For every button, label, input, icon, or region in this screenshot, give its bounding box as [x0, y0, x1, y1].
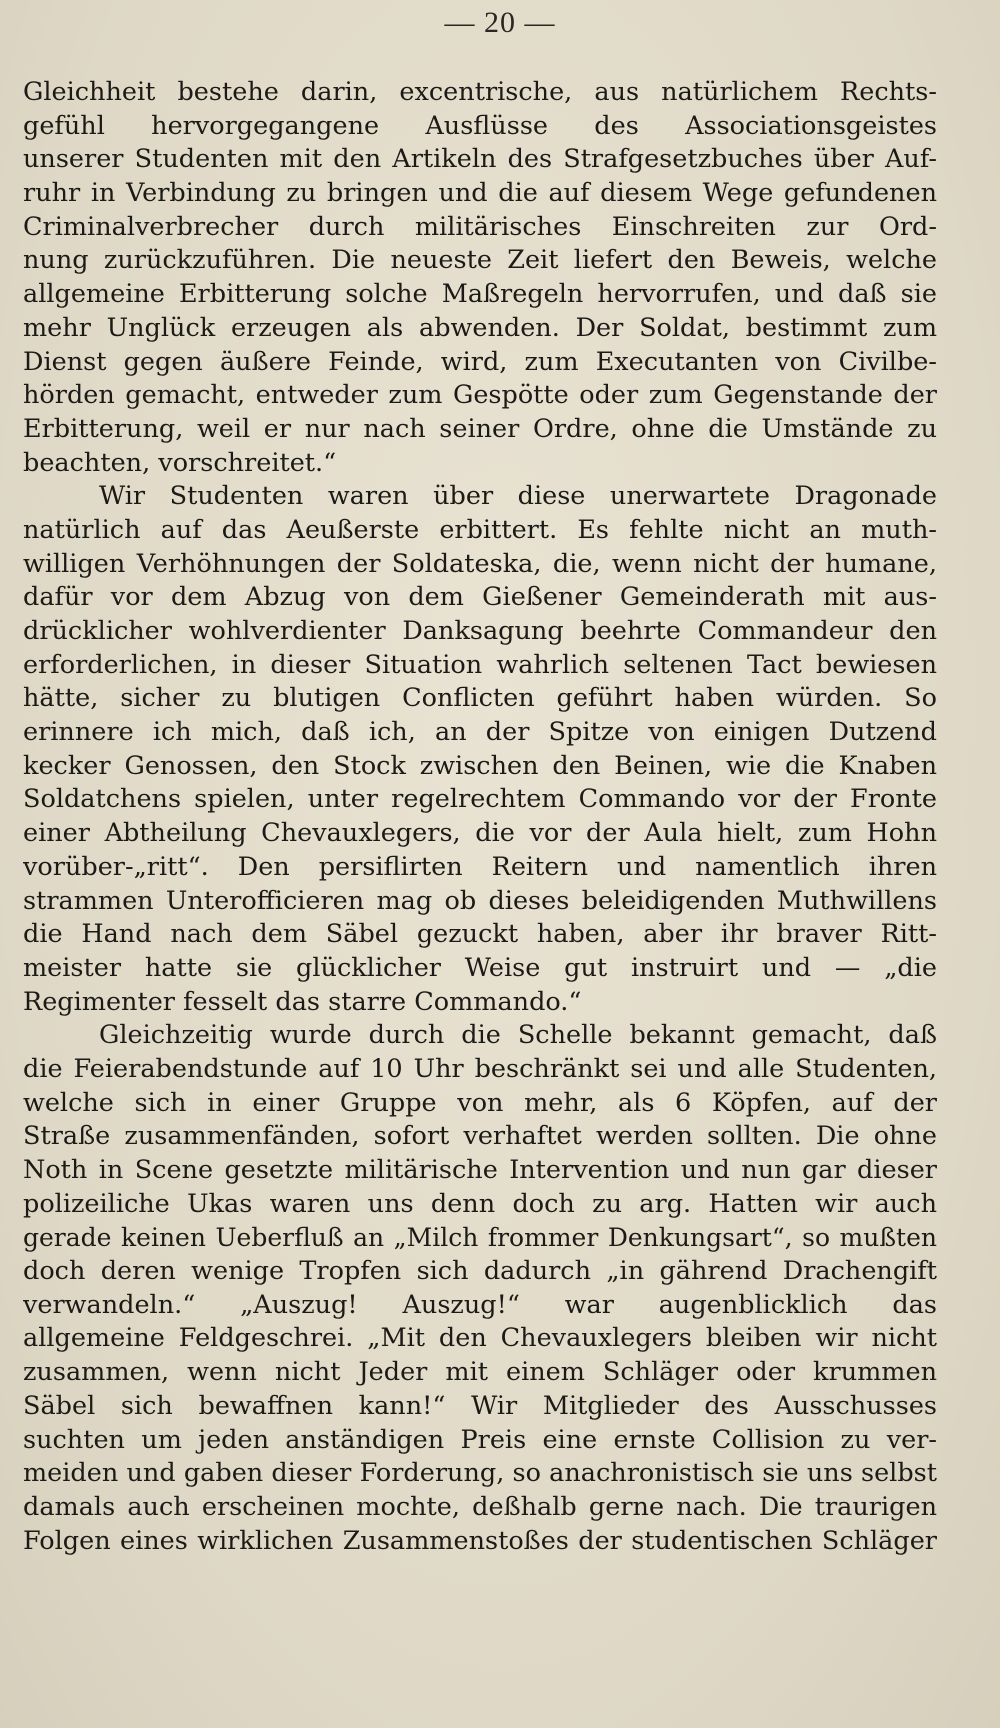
- text-line: vorüber-„ritt“. Den persiflirten Reitern und namentlich ihren: [23, 851, 937, 882]
- text-line: damals auch erscheinen mochte, deßhalb gerne nach. Die traurigen: [23, 1491, 937, 1522]
- text-line: Dienst gegen äußere Feinde, wird, zum Executanten von Civilbe-: [23, 346, 937, 377]
- text-line: drücklicher wohlverdienter Danksagung beehrte Commandeur den: [23, 616, 937, 646]
- text-line: kecker Genossen, den Stock zwischen den Beinen, wie die Knaben: [23, 750, 937, 781]
- text-line: Criminalverbrecher durch militärisches Einschreiten zur Ord-: [23, 211, 937, 242]
- text-line: dafür vor dem Abzug von dem Gießener Gemeinderath mit aus-: [23, 582, 937, 613]
- text-line: erforderlichen, in dieser Situation wahrlich seltenen Tact bewiesen: [23, 649, 937, 680]
- text-line: unserer Studenten mit den Artikeln des Strafgesetzbuches über Auf-: [23, 144, 937, 175]
- text-line: Soldatchens spielen, unter regelrechtem Commando vor der Fronte: [23, 784, 937, 815]
- text-line: hätte, sicher zu blutigen Conflicten geführt haben würden. So: [23, 683, 937, 714]
- text-line: beachten, vorschreitet.“: [23, 447, 337, 478]
- text-line: Gleichheit bestehe darin, excentrische, aus natürlichem Rechts-: [23, 77, 937, 107]
- page-number-header: — 20 —: [444, 6, 556, 39]
- text-line: Gleichzeitig wurde durch die Schelle bekannt gemacht, daß: [99, 1020, 937, 1051]
- text-line: willigen Verhöhnungen der Soldateska, die, wenn nicht der humane,: [23, 548, 937, 579]
- text-line: Regimenter fesselt das starre Commando.“: [23, 986, 582, 1017]
- text-line: doch deren wenige Tropfen sich dadurch „in gährend Drachengift: [23, 1256, 937, 1287]
- body-text: [23, 76, 937, 1558]
- text-line: Säbel sich bewaffnen kann!“ Wir Mitglieder des Ausschusses: [23, 1390, 937, 1421]
- text-line: die Feierabendstunde auf 10 Uhr beschränkt sei und alle Studenten,: [23, 1053, 937, 1084]
- text-line: suchten um jeden anständigen Preis eine ernste Collision zu ver-: [23, 1424, 937, 1455]
- text-line: Noth in Scene gesetzte militärische Intervention und nun gar dieser: [23, 1155, 937, 1185]
- text-line: allgemeine Erbitterung solche Maßregeln hervorrufen, und daß sie: [23, 279, 937, 310]
- text-line: welche sich in einer Gruppe von mehr, als 6 Köpfen, auf der: [23, 1087, 937, 1118]
- text-line: die Hand nach dem Säbel gezuckt haben, aber ihr braver Ritt-: [23, 919, 937, 950]
- text-line: ruhr in Verbindung zu bringen und die auf diesem Wege gefundenen: [23, 178, 937, 209]
- text-line: hörden gemacht, entweder zum Gespötte oder zum Gegenstande der: [23, 380, 937, 411]
- text-line: meister hatte sie glücklicher Weise gut instruirt und — „die: [23, 952, 937, 983]
- text-line: mehr Unglück erzeugen als abwenden. Der Soldat, bestimmt zum: [23, 312, 937, 343]
- text-line: polizeiliche Ukas waren uns denn doch zu arg. Hatten wir auch: [23, 1188, 937, 1219]
- text-line: meiden und gaben dieser Forderung, so anachronistisch sie uns selbst: [23, 1458, 937, 1489]
- text-line: zusammen, wenn nicht Jeder mit einem Schläger oder krummen: [23, 1357, 937, 1388]
- text-line: Straße zusammenfänden, sofort verhaftet werden sollten. Die ohne: [23, 1121, 937, 1152]
- text-line: Folgen eines wirklichen Zusammenstoßes der studentischen Schläger: [23, 1525, 937, 1556]
- text-line: einer Abtheilung Chevauxlegers, die vor der Aula hielt, zum Hohn: [23, 818, 937, 849]
- text-line: Erbitterung, weil er nur nach seiner Ordre, ohne die Umstände zu: [23, 413, 937, 444]
- text-line: nung zurückzuführen. Die neueste Zeit liefert den Beweis, welche: [23, 245, 937, 276]
- text-line: strammen Unterofficieren mag ob dieses beleidigenden Muthwillens: [23, 885, 937, 916]
- text-line: erinnere ich mich, daß ich, an der Spitze von einigen Dutzend: [23, 717, 937, 748]
- text-line: Wir Studenten waren über diese unerwartete Dragonade: [99, 481, 937, 512]
- text-line: gefühl hervorgegangene Ausflüsse des Associationsgeistes: [23, 110, 937, 141]
- text-line: gerade keinen Ueberfluß an „Milch frommer Denkungsart“, so mußten: [23, 1223, 937, 1253]
- text-line: allgemeine Feldgeschrei. „Mit den Chevauxlegers bleiben wir nicht: [23, 1323, 937, 1354]
- text-line: verwandeln.“ „Auszug! Auszug!“ war augenblicklich das: [23, 1289, 937, 1320]
- text-line: natürlich auf das Aeußerste erbittert. Es fehlte nicht an muth-: [23, 514, 937, 545]
